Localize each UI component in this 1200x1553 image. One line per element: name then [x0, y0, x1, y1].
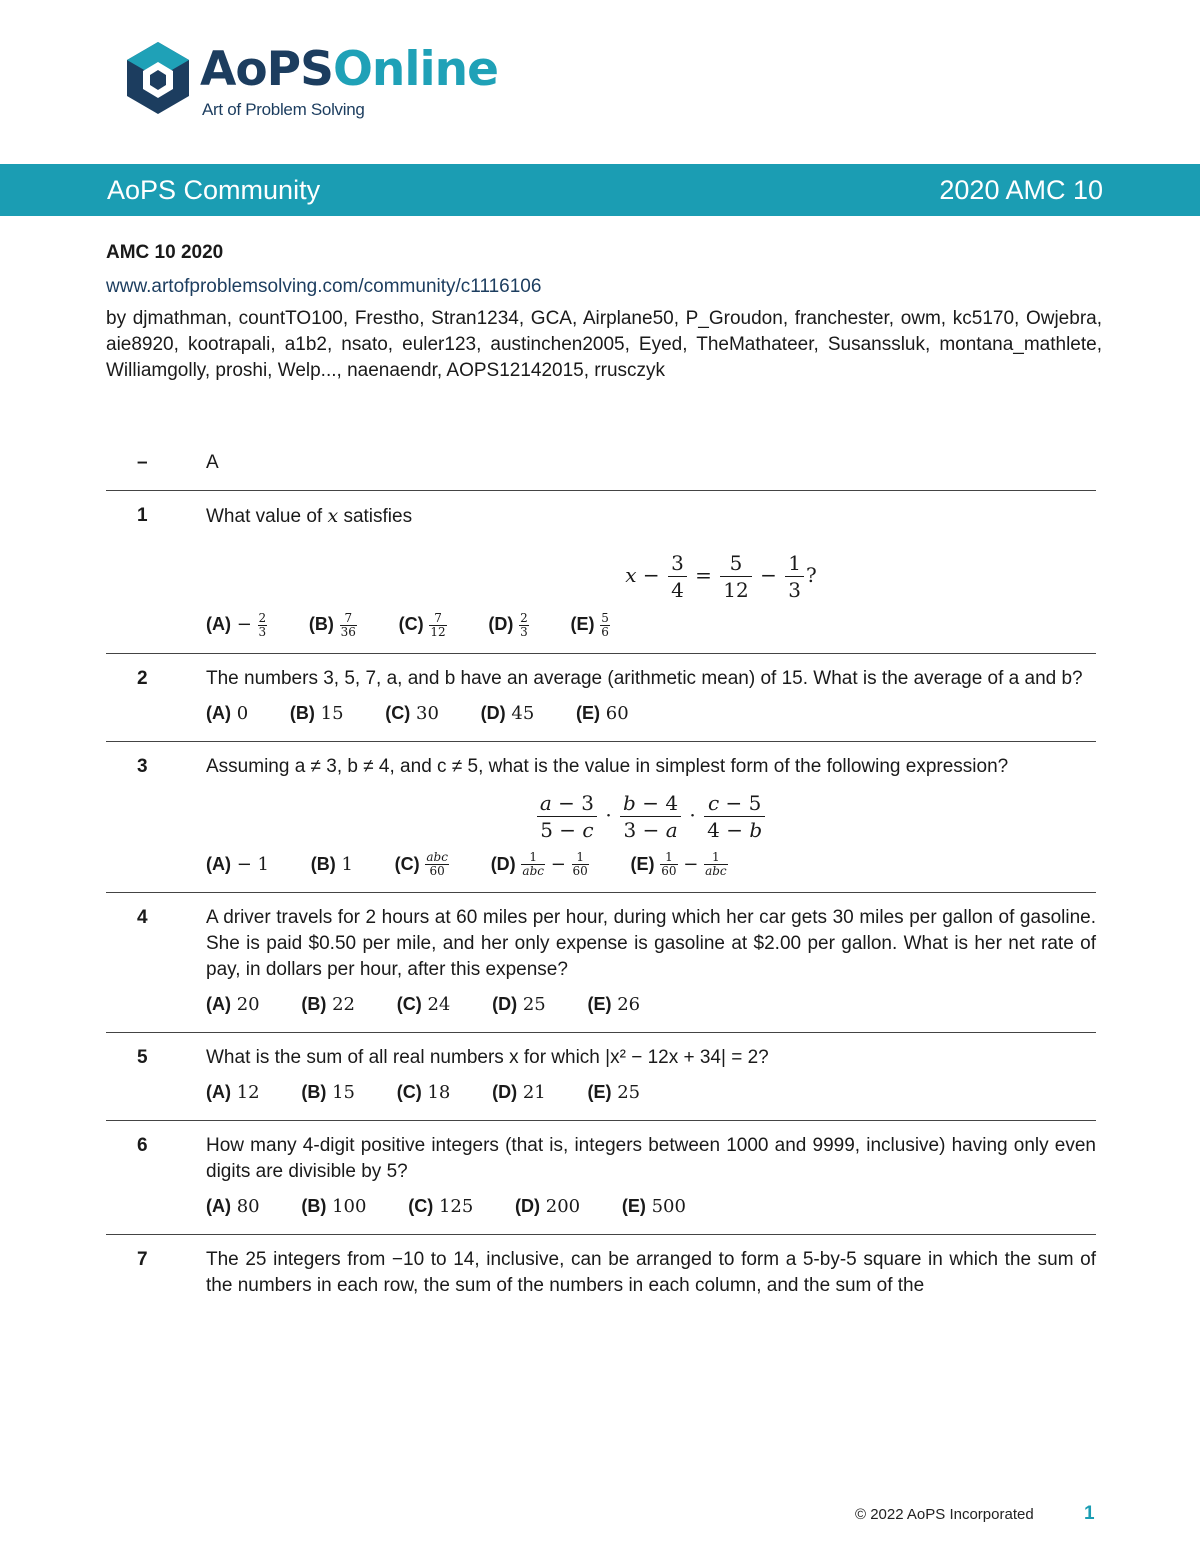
- problem-text: What value of x satisfies: [206, 505, 413, 527]
- problem-number: 6: [137, 1135, 148, 1156]
- choice-b: (B) $\frac{7}{36}$: [308, 610, 356, 639]
- choice-b: (B) 15: [301, 1082, 356, 1103]
- copyright: © 2022 AoPS Incorporated: [855, 1506, 1034, 1523]
- choice-c: (C) $\frac{7}{12}$: [398, 610, 446, 639]
- choice-e: (E) 60: [576, 702, 629, 724]
- logo-brand-online: Online: [332, 42, 498, 97]
- answer-choices: [206, 611, 1096, 639]
- choice-c: (C) 125: [408, 1196, 474, 1217]
- choice-e: (E) $\frac{1}{60}$ − 1 abc: [630, 850, 727, 878]
- choice-e: (E) 26: [587, 994, 641, 1015]
- logo-cube-icon: [125, 40, 191, 116]
- contest-title: 2020 AMC 10: [939, 175, 1103, 205]
- section-label: A: [206, 452, 219, 473]
- choice-a: (A) 0: [206, 702, 249, 724]
- aops-logo: [125, 40, 525, 130]
- section-header: [106, 438, 1096, 491]
- community-title: AoPS Community: [107, 175, 321, 205]
- choice-e: (E) 500: [621, 1196, 686, 1217]
- page-number: 1: [1084, 1503, 1095, 1524]
- problem-5: [106, 1033, 1096, 1121]
- choice-b: (B) 1: [310, 853, 353, 875]
- problem-4: [106, 893, 1096, 1033]
- problem-text: The numbers 3, 5, 7, a, and b have an average (arithmetic mean) of 15. What is the average of a and b?: [206, 667, 1083, 689]
- choice-d: (D) 25: [492, 994, 546, 1015]
- contributors: by djmathman, countTO100, Frestho, Stran1234, GCA, Airplane50, P_Groudon, franchester, owm, kc5170, Owjebra, aie8920, kootrapali, a1b2, nsato, euler123, austinchen2005, Eyed, TheMathateer, Susanssluk, montana_mathlete, Williamgolly, proshi, Welp..., naenaendr, AOPS12142015, rrusczyk: [106, 308, 1102, 381]
- answer-choices: [206, 700, 1096, 727]
- choice-c: (C) abc 60: [394, 850, 448, 878]
- problem-text: What is the sum of all real numbers x for which |x² − 12x + 34| = 2?: [206, 1047, 769, 1068]
- contest-meta: [106, 240, 1102, 384]
- problem-2: [106, 654, 1096, 742]
- problem-1: [106, 491, 1096, 654]
- choice-a: (A) − 1: [206, 853, 269, 875]
- problem-6: [106, 1121, 1096, 1235]
- choice-d: (D) 200: [515, 1196, 581, 1217]
- answer-choices: [206, 991, 1096, 1018]
- choice-e: (E) $\frac{5}{6}$: [570, 610, 609, 639]
- problem-number: 2: [137, 667, 148, 689]
- problem-number: 3: [137, 755, 148, 777]
- choice-d: (D) 45: [480, 702, 535, 724]
- expression: $\frac{a - 3}{5 - c}$ · $\frac{b - 4}{3 - a}$ · $\frac{c - 5}{4 - b}$: [206, 790, 1096, 843]
- problem-text: How many 4-digit positive integers (that is, integers between 1000 and 9999, inclusive) having only even digits are divisible by 5?: [206, 1135, 1096, 1182]
- choice-e: (E) 25: [587, 1082, 641, 1103]
- community-link[interactable]: www.artofproblemsolving.com/community/c1116106: [106, 276, 542, 297]
- logo-subtitle: Art of Problem Solving: [202, 100, 365, 119]
- choice-c: (C) 24: [396, 994, 451, 1015]
- section-num: –: [137, 452, 148, 473]
- problem-7: [106, 1235, 1096, 1313]
- problem-3: [106, 742, 1096, 894]
- problem-text: The 25 integers from −10 to 14, inclusive, can be arranged to form a 5-by-5 square in which the sum of the numbers in each row, the sum of the numbers in each column, and the sum of the: [206, 1249, 1096, 1296]
- choice-b: (B) 22: [301, 994, 356, 1015]
- choice-a: (A) 80: [206, 1196, 260, 1217]
- choice-c: (C) 18: [396, 1082, 451, 1103]
- choice-c: (C) 30: [385, 702, 439, 724]
- choice-a: (A) − $\frac{2}{3}$: [206, 610, 267, 639]
- choice-a: (A) 12: [206, 1082, 260, 1103]
- contest-heading: AMC 10 2020: [106, 242, 224, 263]
- logo-brand-aops: AoPS: [200, 42, 333, 97]
- logo-wordmark: [200, 42, 498, 98]
- problem-text: Assuming a ≠ 3, b ≠ 4, and c ≠ 5, what is the value in simplest form of the following expression?: [206, 755, 1009, 777]
- choice-d: (D) 1 abc − $\frac{1}{60}$: [490, 850, 588, 878]
- problem-number: 5: [137, 1047, 148, 1068]
- problem-list: [106, 438, 1096, 1313]
- answer-choices: [206, 1193, 1096, 1220]
- answer-choices: [206, 1079, 1096, 1106]
- header-band: [0, 164, 1200, 216]
- problem-number: 1: [137, 505, 148, 526]
- choice-d: (D) $\frac{2}{3}$: [488, 610, 528, 639]
- equation: x − $\frac{3}{4}$ = $\frac{5}{12}$ − $\frac{1}{3}$ ?: [625, 551, 817, 602]
- choice-b: (B) 100: [301, 1196, 367, 1217]
- problem-number: 7: [137, 1249, 148, 1270]
- choice-a: (A) 20: [206, 994, 260, 1015]
- problem-number: 4: [137, 907, 148, 928]
- answer-choices: [206, 851, 1096, 879]
- problem-text: A driver travels for 2 hours at 60 miles per hour, during which her car gets 30 miles per gallon of gasoline. She is paid $0.50 per mile, and her only expense is gasoline at $2.00 per gallon. What is her net rate of pay, in dollars per hour, after this expense?: [206, 907, 1096, 980]
- choice-d: (D) 21: [492, 1082, 546, 1103]
- choice-b: (B) 15: [289, 702, 344, 724]
